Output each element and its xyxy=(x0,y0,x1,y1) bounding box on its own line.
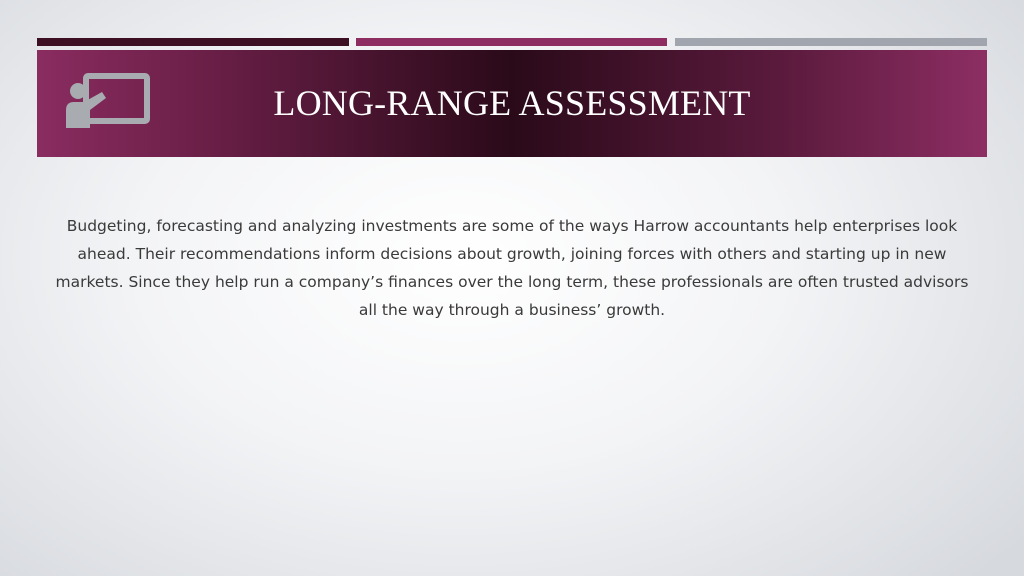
accent-stripe-gray xyxy=(675,38,987,46)
accent-stripe-dark xyxy=(37,38,349,46)
accent-stripes xyxy=(37,38,987,46)
page-title: LONG-RANGE ASSESSMENT xyxy=(273,83,751,123)
title-banner xyxy=(37,50,987,157)
body-paragraph: Budgeting, forecasting and analyzing investments are some of the ways Harrow accountants help enterprises look ahead. Their recommendations inform decisions about growth, joining forces with others and starting up in new markets. Since they help run a company’s finances over the long term, these professionals are often trusted advisors all the way through a business’ growth. xyxy=(55,217,969,319)
accent-stripe-magenta xyxy=(356,38,667,46)
